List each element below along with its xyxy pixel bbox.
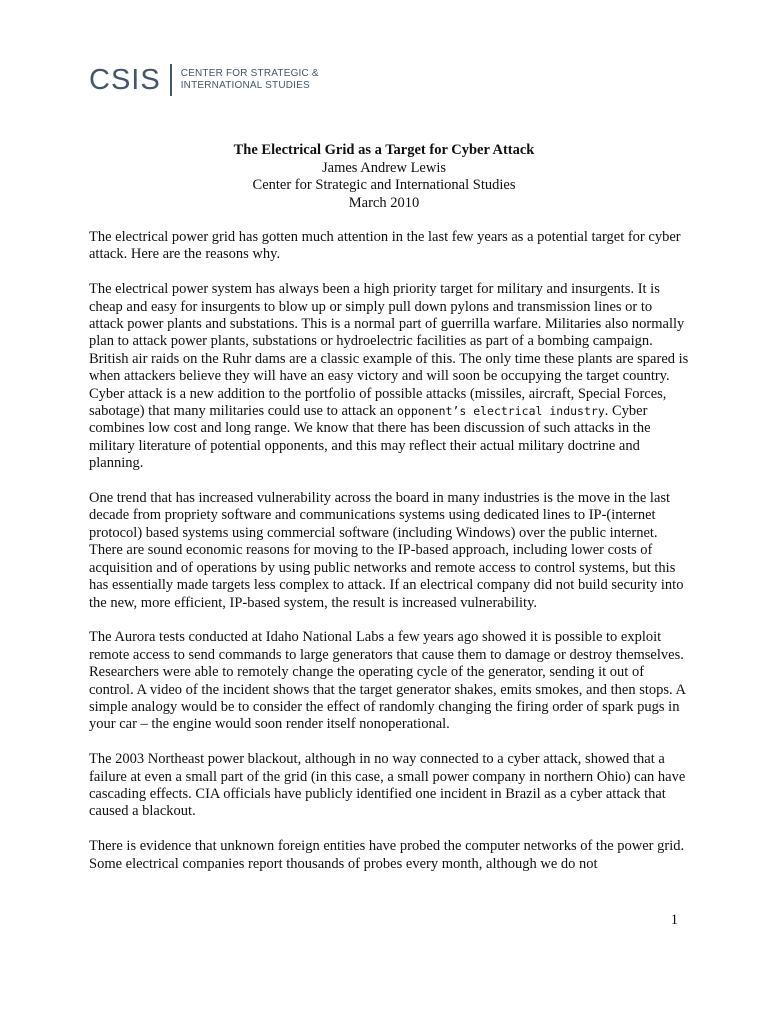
document-title: The Electrical Grid as a Target for Cyber Attack	[233, 142, 535, 158]
paragraph-2-part-a: The electrical power system has always been a high priority target for military and insurgents. It is cheap and easy for insurgents to blow up or simply pull down pylons and transmission lines or to attack power plants and substations. This is a normal part of guerrilla warfare. Militaries also normally plan to attack power plants, substations or hydroelectric facilities as part of a bombing campaign. British air raids on the Ruhr dams are a classic example of this. The only time these plants are spared is when attackers believe they will have an easy victory and will soon be occupying the target country. Cyber attack is a new addition to the portfolio of possible attacks (missiles, aircraft, Special Forces, sabotage) that many militaries could use to attack an	[89, 281, 689, 420]
paragraph-1: The electrical power grid has gotten much attention in the last few years as a potential target for cyber attack. Here are the reasons why.	[89, 229, 681, 263]
paragraph-2-mono-phrase: opponent’s electrical industry	[397, 404, 605, 419]
page-number: 1	[670, 912, 678, 928]
paragraph-6: There is evidence that unknown foreign entities have probed the computer networks of the power grid. Some electrical companies report thousands of probes every month, although we do not	[89, 838, 685, 872]
logo-text	[181, 68, 319, 92]
document-body	[89, 229, 689, 890]
logo-line-1: CENTER FOR STRATEGIC &	[180, 68, 319, 79]
paragraph-3: One trend that has increased vulnerability across the board in many industries is the move in the last decade from propriety software and communications systems using dedicated lines to IP-(internet protocol) based systems using commercial software (including Windows) over the public internet. There are sound economic reasons for moving to the IP-based approach, including lower costs of acquisition and of operations by using public networks and remote access to control systems, but this has essentially made targets less complex to attack. If an electrical company did not build security into the new, more efficient, IP-based system, the result is increased vulnerability.	[89, 490, 684, 611]
paragraph-2	[89, 281, 689, 472]
paragraph-4: The Aurora tests conducted at Idaho National Labs a few years ago showed it is possible to exploit remote access to send commands to large generators that cause them to damage or destroy themselves. Researchers were able to remotely change the operating cycle of the generator, sending it out of control. A video of the incident shows that the target generator shakes, emits smokes, and then stops. A simple analogy would be to consider the effect of randomly changing the firing order of spark pugs in your car – the engine would soon render itself nonoperational.	[89, 629, 686, 733]
logo-mark: CSIS	[89, 63, 161, 96]
document-header	[89, 142, 679, 212]
logo-line-2: INTERNATIONAL STUDIES	[180, 80, 310, 91]
document-organization: Center for Strategic and International Studies	[252, 177, 516, 193]
csis-logo	[89, 64, 319, 96]
paragraph-5: The 2003 Northeast power blackout, although in no way connected to a cyber attack, showed that a failure at even a small part of the grid (in this case, a small power company in northern Ohio) can have cascading effects. CIA officials have publicly identified one incident in Brazil as a cyber attack that caused a blackout.	[89, 751, 686, 820]
logo-divider	[170, 64, 172, 96]
document-date: March 2010	[348, 194, 420, 211]
paragraph-2-part-c: . Cyber combines low cost and long range. We know that there has been discussion of such attacks in the military literature of potential opponents, and this may reflect their actual military doctrine and planning.	[89, 403, 651, 472]
document-author: James Andrew Lewis	[321, 159, 447, 176]
